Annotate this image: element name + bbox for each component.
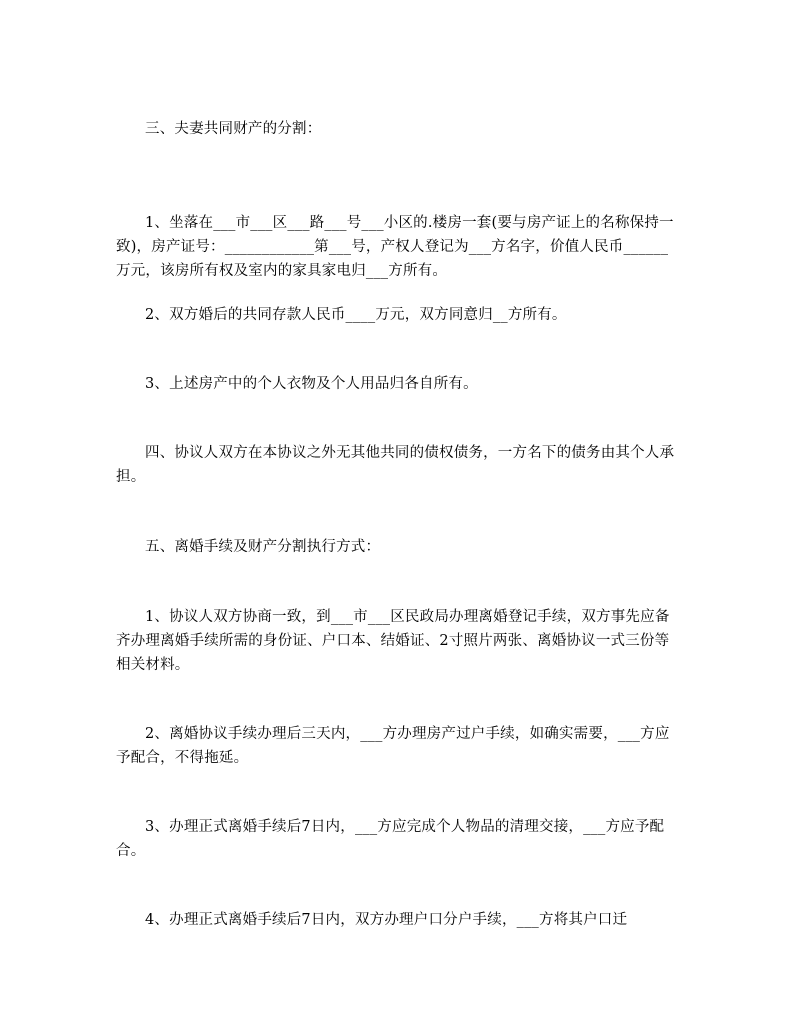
clause-joint-deposit: 2、双方婚后的共同存款人民币____万元，双方同意归__方所有。	[145, 307, 567, 323]
section-heading-execution: 五、离婚手续及财产分割执行方式：	[145, 539, 381, 555]
clause-divorce-registration: 1、协议人双方协商一致，到___市___区民政局办理离婚登记手续，双方事先应备齐办理离婚手续所需的身份证、户口本、结婚证、2寸照片两张、离婚协议一式三份等相关材料。	[116, 609, 670, 673]
clause-property-transfer: 2、离婚协议手续办理后三天内，___方办理房产过户手续，如确实需要，___方应予配合，不得拖延。	[116, 726, 670, 766]
clause-household-registration: 4、办理正式离婚手续后7日内，双方办理户口分户手续，___方将其户口迁	[145, 912, 628, 928]
section-heading-debts: 四、协议人双方在本协议之外无其他共同的债权债务，一方名下的债务由其个人承担。	[116, 445, 675, 485]
clause-personal-items: 3、上述房产中的个人衣物及个人用品归各自所有。	[145, 376, 478, 392]
clause-house-ownership: 1、坐落在___市___区___路___号___小区的.楼房一套(要与房产证上的名称保持一致)，房产证号：____________第___号，产权人登记为___方名字，价值人民币______万元，该房所有权及室内的家具家电归___方所有。	[116, 215, 674, 279]
clause-personal-belongings-handover: 3、办理正式离婚手续后7日内，___方应完成个人物品的清理交接，___方应予配合。	[116, 819, 665, 859]
section-heading-property-division: 三、夫妻共同财产的分割：	[145, 121, 322, 137]
